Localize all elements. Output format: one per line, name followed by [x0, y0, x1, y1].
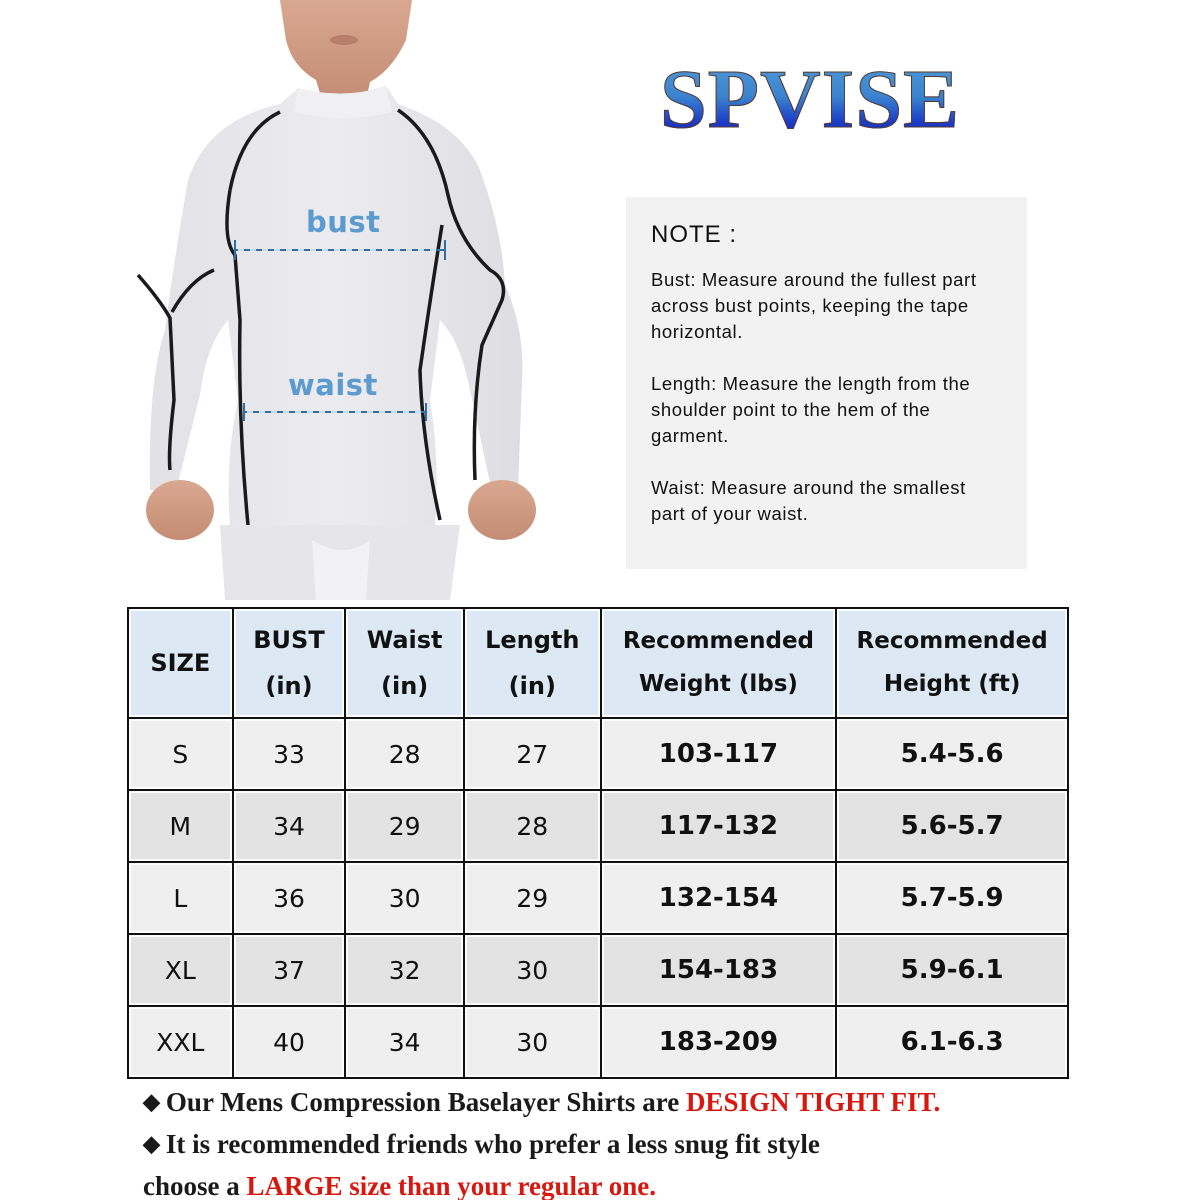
cell-length: 29	[464, 862, 601, 934]
note-line: shoulder point to the hem of the	[651, 399, 931, 420]
cell-length: 28	[464, 790, 601, 862]
cell-size: XL	[128, 934, 233, 1006]
fit-notes	[143, 1083, 1143, 1200]
note-line: across bust points, keeping the tape	[651, 295, 969, 316]
cell-height: 6.1-6.3	[836, 1006, 1068, 1078]
waist-label: waist	[288, 368, 378, 402]
header-height: Recommended Height (ft)	[836, 608, 1068, 718]
note-line: part of your waist.	[651, 503, 809, 524]
table-row	[128, 862, 1068, 934]
note-line: Waist: Measure around the smallest	[651, 477, 966, 498]
cell-waist: 29	[345, 790, 464, 862]
cell-weight: 103-117	[601, 718, 837, 790]
note-line: garment.	[651, 425, 729, 446]
note-line: horizontal.	[651, 321, 743, 342]
measurement-note	[626, 197, 1027, 569]
cell-size: L	[128, 862, 233, 934]
fit-note-text: It is recommended friends who prefer a less snug fit style	[165, 1129, 820, 1159]
header-bust: BUST (in)	[233, 608, 346, 718]
cell-waist: 32	[345, 934, 464, 1006]
cell-weight: 117-132	[601, 790, 837, 862]
cell-bust: 36	[233, 862, 346, 934]
note-line: Bust: Measure around the fullest part	[651, 269, 977, 290]
cell-waist: 30	[345, 862, 464, 934]
cell-bust: 40	[233, 1006, 346, 1078]
table-row	[128, 934, 1068, 1006]
fit-note-text: Our Mens Compression Baselayer Shirts are	[165, 1087, 686, 1117]
cell-bust: 37	[233, 934, 346, 1006]
model-illustration	[130, 0, 560, 600]
header-length: Length (in)	[464, 608, 601, 718]
bust-label: bust	[306, 205, 381, 239]
fit-note-2	[143, 1125, 1143, 1167]
cell-length: 30	[464, 934, 601, 1006]
cell-size: XXL	[128, 1006, 233, 1078]
note-bust	[651, 267, 1013, 345]
cell-bust: 33	[233, 718, 346, 790]
header-waist: Waist (in)	[345, 608, 464, 718]
cell-waist: 28	[345, 718, 464, 790]
size-chart-table	[127, 607, 1069, 1079]
cell-size: M	[128, 790, 233, 862]
cell-weight: 183-209	[601, 1006, 837, 1078]
cell-height: 5.4-5.6	[836, 718, 1068, 790]
tight-fit-highlight: DESIGN TIGHT FIT.	[685, 1087, 941, 1117]
cell-bust: 34	[233, 790, 346, 862]
fit-note-1	[143, 1083, 1143, 1125]
header-size: SIZE	[128, 608, 233, 718]
cell-height: 5.9-6.1	[836, 934, 1068, 1006]
fit-note-2-continued	[143, 1167, 1143, 1200]
diamond-bullet-icon: ◆	[143, 1131, 160, 1156]
note-title: NOTE :	[651, 221, 738, 248]
note-waist	[651, 475, 1013, 527]
diamond-bullet-icon: ◆	[143, 1089, 160, 1114]
cell-length: 30	[464, 1006, 601, 1078]
header-weight: Recommended Weight (lbs)	[601, 608, 837, 718]
cell-size: S	[128, 718, 233, 790]
note-line: Length: Measure the length from the	[651, 373, 971, 394]
shirt-figure-image	[130, 0, 560, 600]
brand-logo: SPVISE	[630, 58, 990, 142]
cell-length: 27	[464, 718, 601, 790]
table-row	[128, 1006, 1068, 1078]
cell-weight: 132-154	[601, 862, 837, 934]
fit-note-text: choose a	[143, 1171, 247, 1200]
table-row	[128, 790, 1068, 862]
cell-weight: 154-183	[601, 934, 837, 1006]
cell-height: 5.7-5.9	[836, 862, 1068, 934]
cell-waist: 34	[345, 1006, 464, 1078]
large-size-highlight: LARGE size than your regular one.	[246, 1171, 657, 1200]
table-row	[128, 718, 1068, 790]
table-header-row	[128, 608, 1068, 718]
note-length	[651, 371, 1013, 449]
cell-height: 5.6-5.7	[836, 790, 1068, 862]
